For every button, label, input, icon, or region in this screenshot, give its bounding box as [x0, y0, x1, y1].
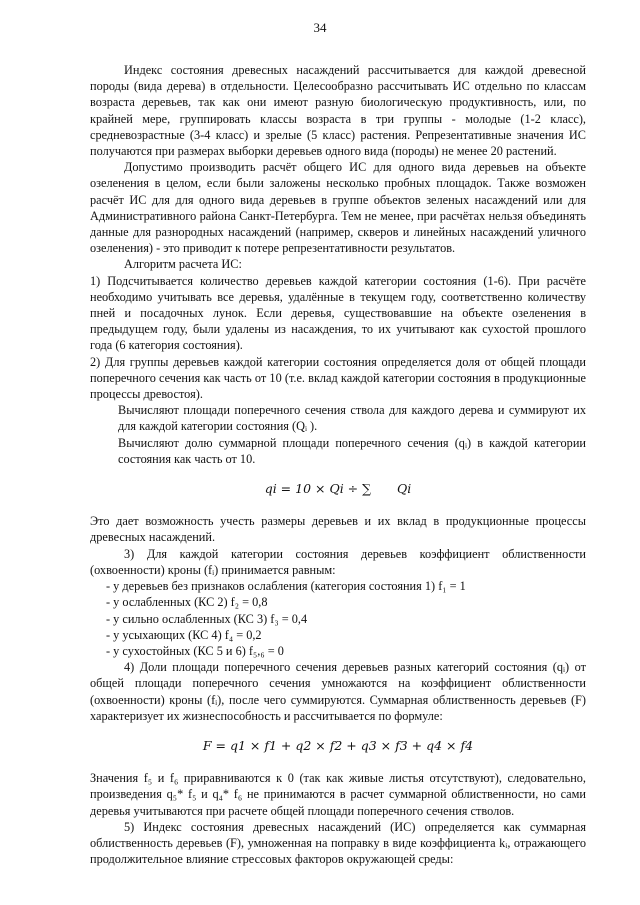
- list-item: - у сухостойных (КС 5 и 6) f₅,₆ = 0: [106, 643, 284, 658]
- step-5-paragraph: 5) Индекс состояния древесных насаждений (ИС) определяется как суммарная облиственность деревьев (F), умноженная на поправку в виде коэффициента kᵢ, отражающего продолжительное влияние стрессовых факторов окружающей среды:: [90, 819, 586, 867]
- step-1-paragraph: 1) Подсчитывается количество деревьев каждой категории состояния (1-6). При расчёте необходимо учитывать все деревья, удалённые в текущем году, соответственно количеству пней и посадочных лунок. Если деревья, существовавшие на объекте озеленения в предыдущем году, были удалены из насаждения, то их учитывают как сухостой прошлого года (6 категория состояния).: [90, 273, 586, 353]
- list-item: - у деревьев без признаков ослабления (категория состояния 1) f₁ = 1: [106, 579, 466, 594]
- paragraph: Допустимо производить расчёт общего ИС для одного вида деревьев на объекте озеленения в целом, если были заложены несколько пробных площадок. Также возможен расчёт ИС для для одного вида деревьев в группе объектов зеленых насаждений или для Административного района Санкт-Петербурга. Тем не менее, при расчётах нельзя объединять данные для разнородных насаждений (например, скверов и линейных насаждений уличного озеленения) - это приводит к потере репрезентативности результатов.: [90, 160, 586, 256]
- paragraph: Индекс состояния древесных насаждений рассчитывается для каждой древесной породы (вида дерева) в отдельности. Целесообразно рассчитывать ИС отдельно по классам возраста деревьев, так как они имеют разную биологическую продуктивность, или, по крайней мере, группировать классы возраста в три группы - молодые (1-2 класс), средневозрастные (3-4 класс) и зрелые (5 класс) растения. Репрезентативные значения ИС получаются при размерах выборки деревьев одного вида (породы) не менее 20 растений.: [90, 63, 586, 159]
- formula-qi-left: qi = 10 × Qi ÷ ∑: [264, 481, 372, 497]
- formula-qi-right: Qi: [397, 481, 412, 497]
- formula-qi: [90, 481, 586, 497]
- paragraph: Вычисляют площади поперечного сечения ствола для каждого дерева и суммируют их для каждой категории состояния (Qᵢ ).: [118, 403, 586, 434]
- step-3-paragraph: 3) Для каждой категории состояния деревьев коэффициент облиственности (охвоенности) кроны (fᵢ) принимается равным:: [90, 546, 586, 577]
- step-2-paragraph: 2) Для группы деревьев каждой категории состояния определяется доля от общей площади поперечного сечения как часть от 10 (т.е. вклад каждой категории состояния в продукционные процессы древостоя).: [90, 354, 586, 402]
- paragraph: Это дает возможность учесть размеры деревьев и их вклад в продукционные процессы древесных насаждений.: [90, 514, 586, 545]
- list-item: - у сильно ослабленных (КС 3) f₃ = 0,4: [106, 611, 308, 626]
- algorithm-heading: Алгоритм расчета ИС:: [124, 257, 242, 272]
- formula-F: F = q1 × f1 + q2 × f2 + q3 × f3 + q4 × f4: [202, 737, 474, 753]
- coefficient-list: [90, 578, 586, 659]
- paragraph: Значения f₅ и f₆ приравниваются к 0 (так как живые листья отсутствуют), следовательно, произведения q₅* f₅ и q₄* f₆ не принимаются в расчет суммарной облиственности, но сами деревья учитываются при расчете общей площади поперечного сечения стволов.: [90, 771, 586, 818]
- list-item: - у ослабленных (КС 2) f₂ = 0,8: [106, 595, 268, 610]
- page-number: 34: [313, 20, 327, 35]
- document-body: [90, 62, 586, 867]
- list-item: - у усыхающих (КС 4) f₄ = 0,2: [106, 627, 262, 642]
- paragraph: Вычисляют долю суммарной площади поперечного сечения (qᵢ) в каждой категории состояния как часть от 10.: [118, 435, 586, 466]
- step-4-paragraph: 4) Доли площади поперечного сечения деревьев разных категорий состояния (qᵢ) от общей площади поперечного сечения умножаются на коэффициент облиственности (охвоенности) кроны (fᵢ), после чего суммируются. Суммарная облиственность деревьев (F) характеризует их жизнеспособность и рассчитывается по формуле:: [90, 660, 586, 723]
